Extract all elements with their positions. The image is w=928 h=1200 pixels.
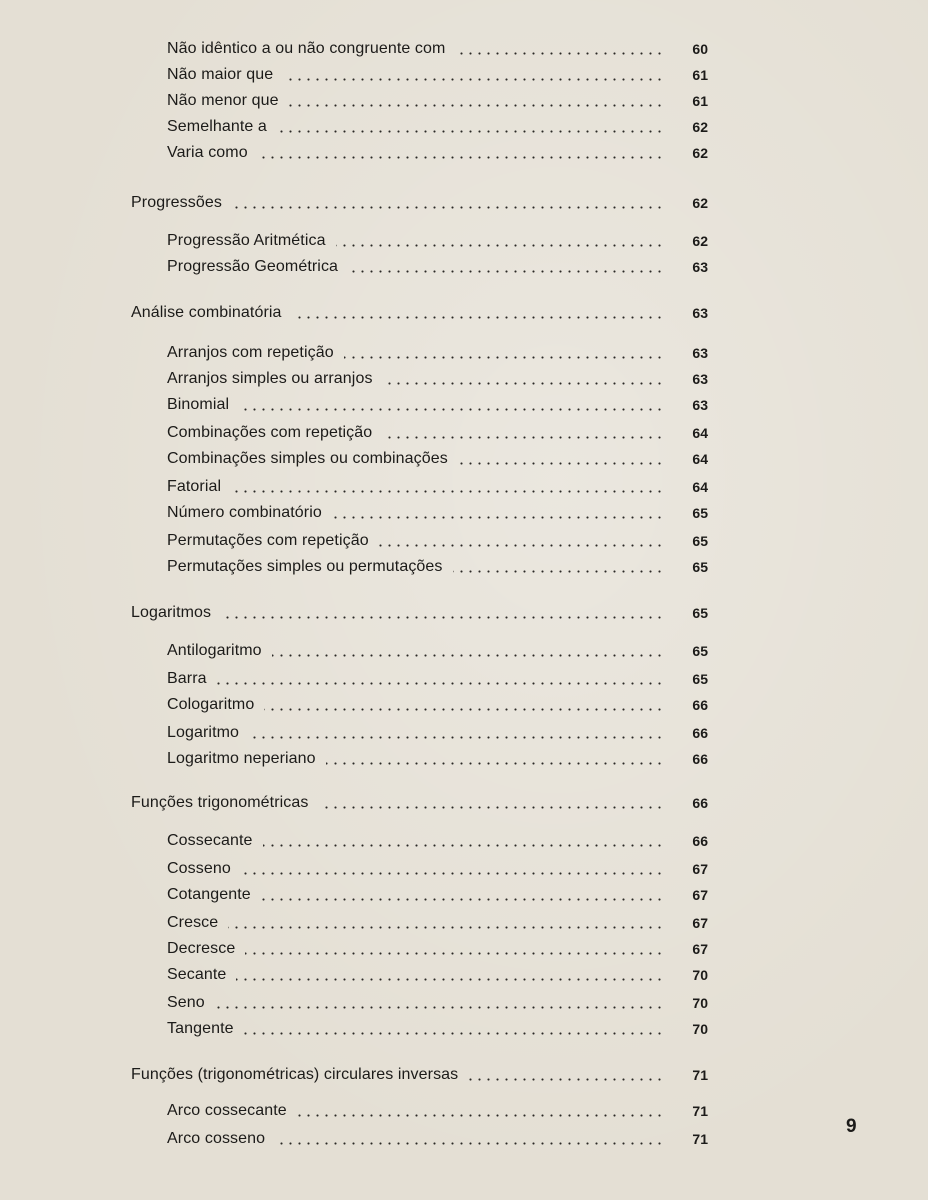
toc-entry-page: 60 xyxy=(692,41,708,57)
dot-leader xyxy=(261,898,664,901)
dot-leader xyxy=(348,270,664,273)
toc-entry-label: Não idêntico a ou não congruente com xyxy=(167,40,446,57)
toc-entry-label: Combinações com repetição xyxy=(167,424,373,441)
dot-leader xyxy=(221,616,664,619)
toc-entry-page: 62 xyxy=(692,119,708,135)
toc-entry-page: 63 xyxy=(692,371,708,387)
toc-entry-label: Arranjos simples ou arranjos xyxy=(167,370,373,387)
toc-entry xyxy=(0,1016,928,1042)
dot-leader xyxy=(264,708,664,711)
toc-entry xyxy=(0,1098,928,1124)
toc-entry-page: 61 xyxy=(692,93,708,109)
toc-entry xyxy=(0,962,928,988)
toc-entry xyxy=(0,554,928,580)
toc-entry xyxy=(0,254,928,280)
toc-entry xyxy=(0,910,928,936)
toc-entry-page: 71 xyxy=(692,1067,708,1083)
toc-entry xyxy=(0,446,928,472)
toc-entry-label: Arco cosseno xyxy=(167,1130,266,1147)
toc-section-heading xyxy=(0,1062,928,1088)
toc-entry-label: Permutações com repetição xyxy=(167,532,369,549)
toc-entry xyxy=(0,340,928,366)
toc-entry-label: Cotangente xyxy=(167,886,251,903)
toc-entry-page: 66 xyxy=(692,697,708,713)
toc-entry-page: 62 xyxy=(692,233,708,249)
toc-entry-label: Secante xyxy=(167,966,227,983)
toc-entry-label: Não maior que xyxy=(167,66,274,83)
toc-entry-page: 64 xyxy=(692,425,708,441)
toc-entry-page: 65 xyxy=(692,559,708,575)
toc-entry-page: 70 xyxy=(692,995,708,1011)
toc-section-heading xyxy=(0,790,928,816)
toc-entry-label: Fatorial xyxy=(167,478,222,495)
dot-leader xyxy=(283,78,664,81)
dot-leader xyxy=(249,736,664,739)
dot-leader xyxy=(239,408,664,411)
toc-entry-label: Cresce xyxy=(167,914,219,931)
toc-entry-page: 66 xyxy=(692,725,708,741)
dot-leader xyxy=(215,1006,664,1009)
toc-entry xyxy=(0,692,928,718)
toc-entry xyxy=(0,856,928,882)
toc-entry-label: Barra xyxy=(167,670,207,687)
toc-entry-label: Tangente xyxy=(167,1020,234,1037)
toc-entry-label: Funções trigonométricas xyxy=(131,794,309,811)
toc-entry xyxy=(0,666,928,692)
dot-leader xyxy=(336,244,664,247)
dot-leader xyxy=(272,654,664,657)
toc-entry-page: 70 xyxy=(692,967,708,983)
dot-leader xyxy=(455,52,664,55)
toc-entry xyxy=(0,140,928,166)
dot-leader xyxy=(319,806,664,809)
toc-entry-page: 70 xyxy=(692,1021,708,1037)
toc-entry-page: 71 xyxy=(692,1131,708,1147)
toc-entry-page: 65 xyxy=(692,605,708,621)
toc-entry-page: 65 xyxy=(692,671,708,687)
toc-entry xyxy=(0,638,928,664)
toc-entry-label: Cologaritmo xyxy=(167,696,255,713)
toc-entry-page: 65 xyxy=(692,643,708,659)
toc-section-heading xyxy=(0,600,928,626)
toc-entry-label: Arranjos com repetição xyxy=(167,344,334,361)
toc-section-heading xyxy=(0,300,928,326)
dot-leader xyxy=(458,462,664,465)
dot-leader xyxy=(277,130,664,133)
toc-entry-page: 63 xyxy=(692,259,708,275)
dot-leader xyxy=(244,1032,664,1035)
toc-entry-page: 64 xyxy=(692,479,708,495)
toc-entry xyxy=(0,392,928,418)
toc-entry-label: Combinações simples ou combinações xyxy=(167,450,448,467)
toc-entry xyxy=(0,720,928,746)
toc-entry xyxy=(0,990,928,1016)
toc-entry-page: 66 xyxy=(692,751,708,767)
toc-entry-page: 67 xyxy=(692,887,708,903)
toc-entry-page: 65 xyxy=(692,533,708,549)
dot-leader xyxy=(275,1142,664,1145)
dot-leader xyxy=(332,516,664,519)
toc-entry-label: Antilogaritmo xyxy=(167,642,262,659)
toc-entry-page: 66 xyxy=(692,795,708,811)
toc-entry xyxy=(0,528,928,554)
toc-entry-page: 62 xyxy=(692,195,708,211)
toc-entry-page: 65 xyxy=(692,505,708,521)
dot-leader xyxy=(382,436,664,439)
dot-leader xyxy=(297,1114,664,1117)
dot-leader xyxy=(379,544,664,547)
toc-entry xyxy=(0,420,928,446)
dot-leader xyxy=(245,952,664,955)
toc-section-heading xyxy=(0,190,928,216)
toc-entry xyxy=(0,1126,928,1152)
toc-entry-page: 64 xyxy=(692,451,708,467)
toc-entry-page: 67 xyxy=(692,941,708,957)
toc-entry-label: Funções (trigonométricas) circulares inversas xyxy=(131,1066,459,1083)
toc-entry-page: 66 xyxy=(692,833,708,849)
toc-entry-label: Varia como xyxy=(167,144,248,161)
dot-leader xyxy=(217,682,664,685)
toc-entry-label: Permutações simples ou permutações xyxy=(167,558,443,575)
toc-entry-label: Cosseno xyxy=(167,860,231,877)
dot-leader xyxy=(292,316,664,319)
toc-entry-page: 67 xyxy=(692,915,708,931)
toc-entry-label: Não menor que xyxy=(167,92,279,109)
dot-leader xyxy=(228,926,664,929)
toc-entry-label: Arco cossecante xyxy=(167,1102,287,1119)
dot-leader xyxy=(232,206,664,209)
dot-leader xyxy=(326,762,664,765)
toc-entry-label: Logaritmo neperiano xyxy=(167,750,316,767)
toc-entry xyxy=(0,882,928,908)
toc-entry xyxy=(0,114,928,140)
toc-entry-label: Progressão Geométrica xyxy=(167,258,339,275)
dot-leader xyxy=(241,872,664,875)
dot-leader xyxy=(231,490,664,493)
dot-leader xyxy=(468,1078,664,1081)
toc-entry-label: Binomial xyxy=(167,396,230,413)
toc-entry-page: 63 xyxy=(692,345,708,361)
toc-entry xyxy=(0,828,928,854)
dot-leader xyxy=(236,978,664,981)
toc-entry xyxy=(0,474,928,500)
toc-entry-page: 63 xyxy=(692,305,708,321)
toc-entry xyxy=(0,62,928,88)
toc-entry-page: 63 xyxy=(692,397,708,413)
toc-entry xyxy=(0,36,928,62)
page-number: 9 xyxy=(846,1116,857,1137)
toc-entry-page: 61 xyxy=(692,67,708,83)
toc-entry xyxy=(0,500,928,526)
toc-entry-label: Análise combinatória xyxy=(131,304,282,321)
toc-entry xyxy=(0,366,928,392)
toc-entry-label: Progressão Aritmética xyxy=(167,232,326,249)
toc-entry-label: Logaritmo xyxy=(167,724,240,741)
toc-entry-label: Seno xyxy=(167,994,205,1011)
toc-entry-label: Cossecante xyxy=(167,832,253,849)
dot-leader xyxy=(289,104,664,107)
toc-entry-page: 67 xyxy=(692,861,708,877)
toc-entry-label: Progressões xyxy=(131,194,222,211)
toc-entry-label: Semelhante a xyxy=(167,118,267,135)
toc-entry-page: 62 xyxy=(692,145,708,161)
dot-leader xyxy=(383,382,664,385)
dot-leader xyxy=(453,570,664,573)
toc-entry xyxy=(0,88,928,114)
toc-entry-label: Logaritmos xyxy=(131,604,212,621)
toc-entry-label: Número combinatório xyxy=(167,504,322,521)
dot-leader xyxy=(258,156,664,159)
dot-leader xyxy=(344,356,664,359)
toc-entry-label: Decresce xyxy=(167,940,236,957)
toc-entry-page: 71 xyxy=(692,1103,708,1119)
dot-leader xyxy=(263,844,664,847)
toc-entry xyxy=(0,936,928,962)
toc-entry xyxy=(0,228,928,254)
toc-entry xyxy=(0,746,928,772)
